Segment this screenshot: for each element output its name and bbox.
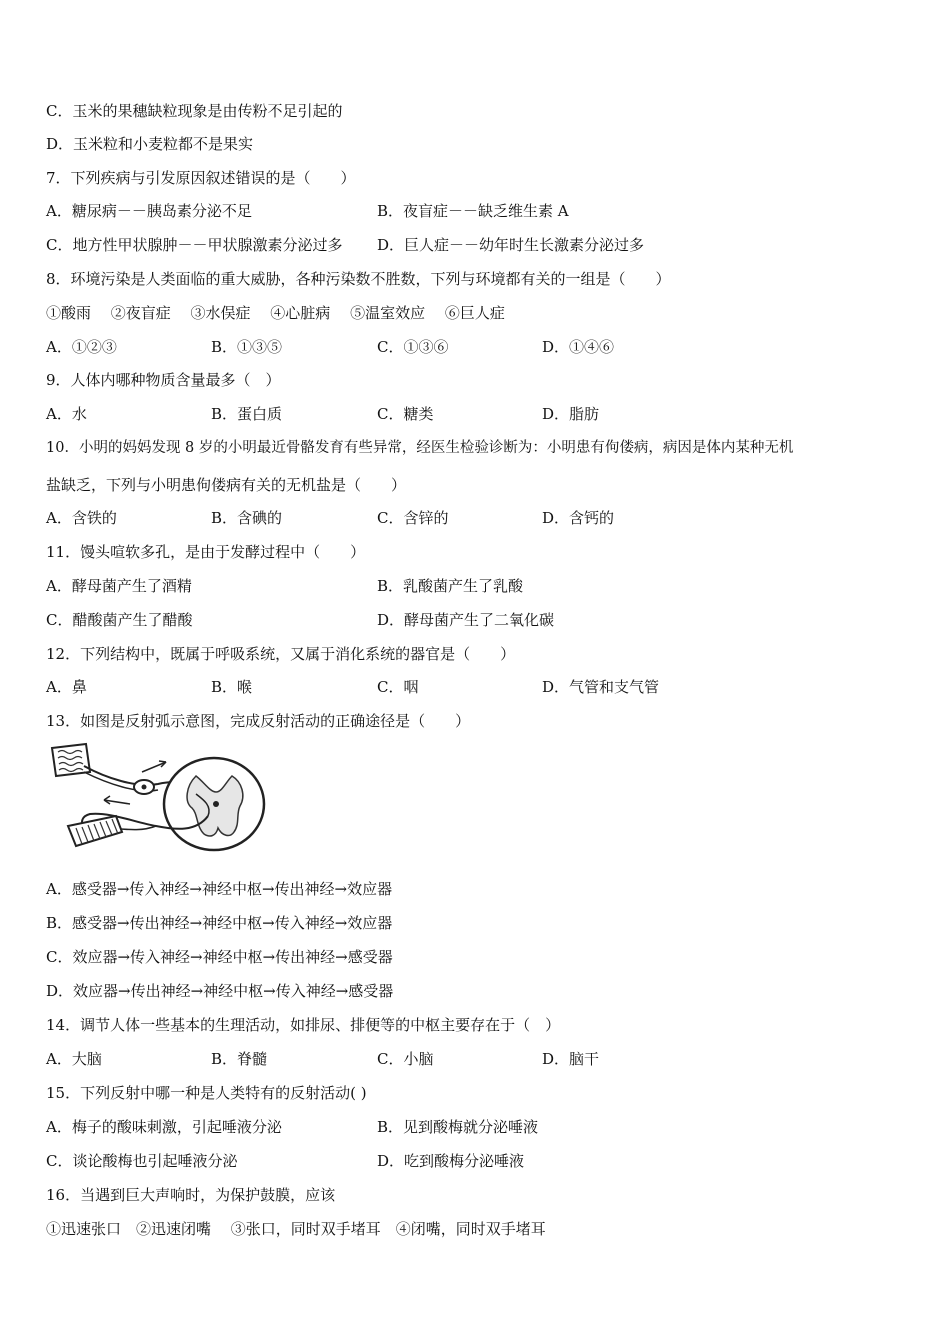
q7-option-a: A．糖尿病－－胰岛素分泌不足	[46, 202, 252, 220]
q14-option-d: D．脑干	[542, 1050, 600, 1068]
q9-option-d: D．脂肪	[542, 405, 600, 423]
q10-option-d: D．含钙的	[542, 509, 615, 527]
receptor-skin	[52, 744, 90, 776]
q9-option-c: C．糖类	[377, 405, 434, 423]
q9-stem: 9．人体内哪种物质含量最多（ ）	[46, 371, 281, 389]
q15-option-c: C．谈论酸梅也引起唾液分泌	[46, 1152, 238, 1170]
q15-option-d: D．吃到酸梅分泌唾液	[377, 1152, 525, 1170]
q14-option-b: B．脊髓	[211, 1050, 268, 1068]
q13-option-a: A．感受器→传入神经→神经中枢→传出神经→效应器	[46, 880, 393, 898]
q15-option-a: A．梅子的酸味刺激，引起唾液分泌	[46, 1118, 282, 1136]
q10-option-c: C．含锌的	[377, 509, 449, 527]
q12-stem: 12．下列结构中，既属于呼吸系统，又属于消化系统的器官是（ ）	[46, 645, 516, 663]
q11-option-a: A．酵母菌产生了酒精	[46, 577, 192, 595]
q15-stem: 15．下列反射中哪一种是人类特有的反射活动( )	[46, 1084, 367, 1102]
q15-option-b: B．见到酸梅就分泌唾液	[377, 1118, 539, 1136]
q9-option-a: A．水	[46, 405, 87, 423]
reflex-arc-figure	[46, 742, 268, 854]
q14-option-a: A．大脑	[46, 1050, 102, 1068]
q16-stem: 16．当遇到巨大声响时，为保护鼓膜，应该	[46, 1186, 336, 1204]
q9-option-b: B．蛋白质	[211, 405, 283, 423]
q13-option-d: D．效应器→传出神经→神经中枢→传入神经→感受器	[46, 982, 394, 1000]
q12-option-a: A．鼻	[46, 678, 87, 696]
q11-option-b: B．乳酸菌产生了乳酸	[377, 577, 524, 595]
q10-option-a: A．含铁的	[46, 509, 117, 527]
q13-stem: 13．如图是反射弧示意图，完成反射活动的正确途径是（ ）	[46, 712, 471, 730]
q8-option-d: D．①④⑥	[542, 338, 615, 356]
q8-stem: 8．环境污染是人类面临的重大威胁，各种污染数不胜数，下列与环境都有关的一组是（ ）	[46, 270, 671, 288]
q10-stem-line2: 盐缺乏，下列与小明患佝偻病有关的无机盐是（ ）	[46, 476, 407, 494]
q12-option-c: C．咽	[377, 678, 419, 696]
q7-option-c: C．地方性甲状腺肿－－甲状腺激素分泌过多	[46, 236, 343, 254]
q7-option-b: B．夜盲症－－缺乏维生素 A	[377, 202, 569, 220]
q12-option-b: B．喉	[211, 678, 253, 696]
q6-option-c: C．玉米的果穗缺粒现象是由传粉不足引起的	[46, 102, 343, 120]
q16-items: ①迅速张口 ②迅速闭嘴 ③张口，同时双手堵耳 ④闭嘴，同时双手堵耳	[46, 1220, 546, 1238]
q7-option-d: D．巨人症－－幼年时生长激素分泌过多	[377, 236, 645, 254]
q8-option-b: B．①③⑤	[211, 338, 283, 356]
q8-option-c: C．①③⑥	[377, 338, 449, 356]
q13-option-c: C．效应器→传入神经→神经中枢→传出神经→感受器	[46, 948, 393, 966]
effector-muscle	[68, 816, 122, 846]
q8-items: ①酸雨 ②夜盲症 ③水俣症 ④心脏病 ⑤温室效应 ⑥巨人症	[46, 304, 505, 322]
q7-stem: 7．下列疾病与引发原因叙述错误的是（ ）	[46, 169, 356, 187]
q14-option-c: C．小脑	[377, 1050, 434, 1068]
q14-stem: 14．调节人体一些基本的生理活动，如排尿、排便等的中枢主要存在于（ ）	[46, 1016, 561, 1034]
q11-stem: 11．馒头喧软多孔，是由于发酵过程中（ ）	[46, 543, 366, 561]
q10-option-b: B．含碘的	[211, 509, 283, 527]
q13-option-b: B．感受器→传出神经→神经中枢→传入神经→效应器	[46, 914, 393, 932]
q11-option-d: D．酵母菌产生了二氧化碳	[377, 611, 555, 629]
q12-option-d: D．气管和支气管	[542, 678, 660, 696]
q11-option-c: C．醋酸菌产生了醋酸	[46, 611, 193, 629]
q10-stem-line1: 10．小明的妈妈发现 8 岁的小明最近骨骼发育有些异常，经医生检验诊断为：小明患有佝偻病，病因是体内某种无机	[46, 440, 794, 456]
q6-option-d: D．玉米粒和小麦粒都不是果实	[46, 135, 254, 153]
q8-option-a: A．①②③	[46, 338, 117, 356]
